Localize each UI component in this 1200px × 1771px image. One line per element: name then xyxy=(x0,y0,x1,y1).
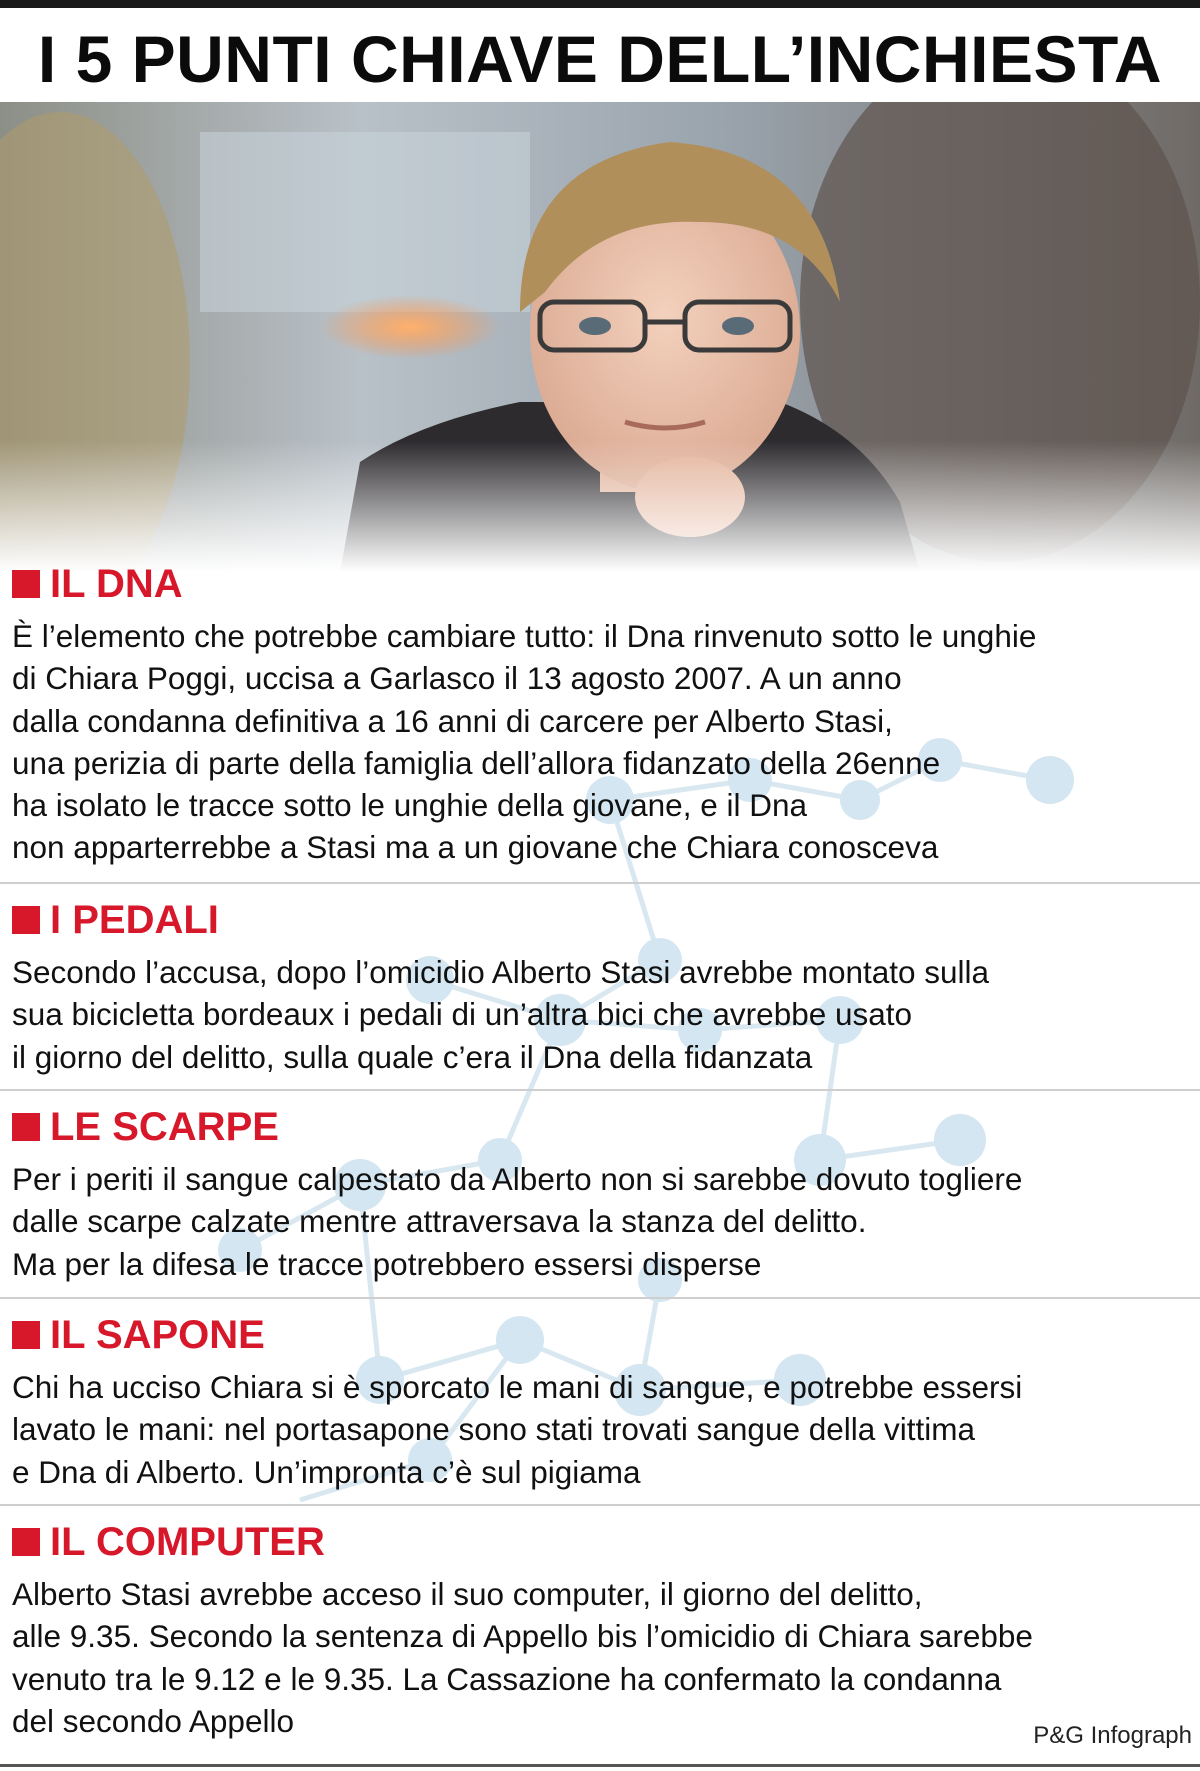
red-square-icon xyxy=(12,906,40,934)
text-line: venuto tra le 9.12 e le 9.35. La Cassazione ha confermato la condanna xyxy=(12,1660,1002,1697)
section-title: IL SAPONE xyxy=(50,1313,265,1357)
red-square-icon xyxy=(12,1113,40,1141)
section-text xyxy=(12,1573,1188,1742)
section-heading xyxy=(12,1103,279,1151)
text-line: Ma per la difesa le tracce potrebbero essersi disperse xyxy=(12,1245,762,1282)
text-line: e Dna di Alberto. Un’impronta c’è sul pigiama xyxy=(12,1453,641,1490)
text-line: ha isolato le tracce sotto le unghie della giovane, e il Dna xyxy=(12,787,808,824)
red-square-icon xyxy=(12,570,40,598)
text-line: una perizia di parte della famiglia dell’allora fidanzato della 26enne xyxy=(12,744,941,781)
portrait-photo xyxy=(0,102,1200,572)
bottom-rule xyxy=(0,1764,1200,1767)
section-title: LE SCARPE xyxy=(50,1105,279,1149)
text-line: Per i periti il sangue calpestato da Alberto non si sarebbe dovuto togliere xyxy=(12,1161,1023,1197)
section-title: IL DNA xyxy=(50,562,183,606)
red-square-icon xyxy=(12,1528,40,1556)
text-line: alle 9.35. Secondo la sentenza di Appello bis l’omicidio di Chiara sarebbe xyxy=(12,1618,1033,1655)
text-line: dalle scarpe calzate mentre attraversava la stanza del delitto. xyxy=(12,1203,867,1240)
text-line: Secondo l’accusa, dopo l’omicidio Alberto Stasi avrebbe montato sulla xyxy=(12,954,990,990)
section-computer xyxy=(0,1518,1200,1758)
text-line: È l’elemento che potrebbe cambiare tutto: il Dna rinvenuto sotto le unghie xyxy=(12,618,1037,654)
text-line: del secondo Appello xyxy=(12,1702,294,1739)
section-text xyxy=(12,615,1188,869)
text-line: Chi ha ucciso Chiara si è sporcato le mani di sangue, e potrebbe essersi xyxy=(12,1369,1023,1405)
section-heading xyxy=(12,1311,265,1359)
text-line: Alberto Stasi avrebbe acceso il suo computer, il giorno del delitto, xyxy=(12,1576,923,1612)
page-title: I 5 PUNTI CHIAVE DELL’INCHIESTA xyxy=(37,22,1163,96)
text-line: sua bicicletta bordeaux i pedali di un’altra bici che avrebbe usato xyxy=(12,996,913,1033)
section-heading xyxy=(12,896,219,944)
section-sapone xyxy=(0,1311,1200,1506)
section-dna xyxy=(0,560,1200,884)
text-line: di Chiara Poggi, uccisa a Garlasco il 13 agosto 2007. A un anno xyxy=(12,660,902,697)
red-square-icon xyxy=(12,1321,40,1349)
top-rule xyxy=(0,0,1200,8)
text-line: non apparterrebbe a Stasi ma a un giovane che Chiara conosceva xyxy=(12,829,939,866)
text-line: dalla condanna definitiva a 16 anni di carcere per Alberto Stasi, xyxy=(12,702,893,739)
section-scarpe xyxy=(0,1103,1200,1299)
section-title: IL COMPUTER xyxy=(50,1520,325,1564)
section-heading xyxy=(12,560,183,608)
section-heading xyxy=(12,1518,325,1566)
text-line: lavato le mani: nel portasapone sono stati trovati sangue della vittima xyxy=(12,1411,976,1448)
section-title: I PEDALI xyxy=(50,898,219,942)
section-text xyxy=(12,1366,1188,1493)
text-line: il giorno del delitto, sulla quale c’era il Dna della fidanzata xyxy=(12,1038,813,1075)
credit-text: P&G Infograph xyxy=(1033,1722,1192,1749)
section-pedali xyxy=(0,896,1200,1091)
section-text xyxy=(12,1158,1188,1285)
section-text xyxy=(12,951,1188,1078)
